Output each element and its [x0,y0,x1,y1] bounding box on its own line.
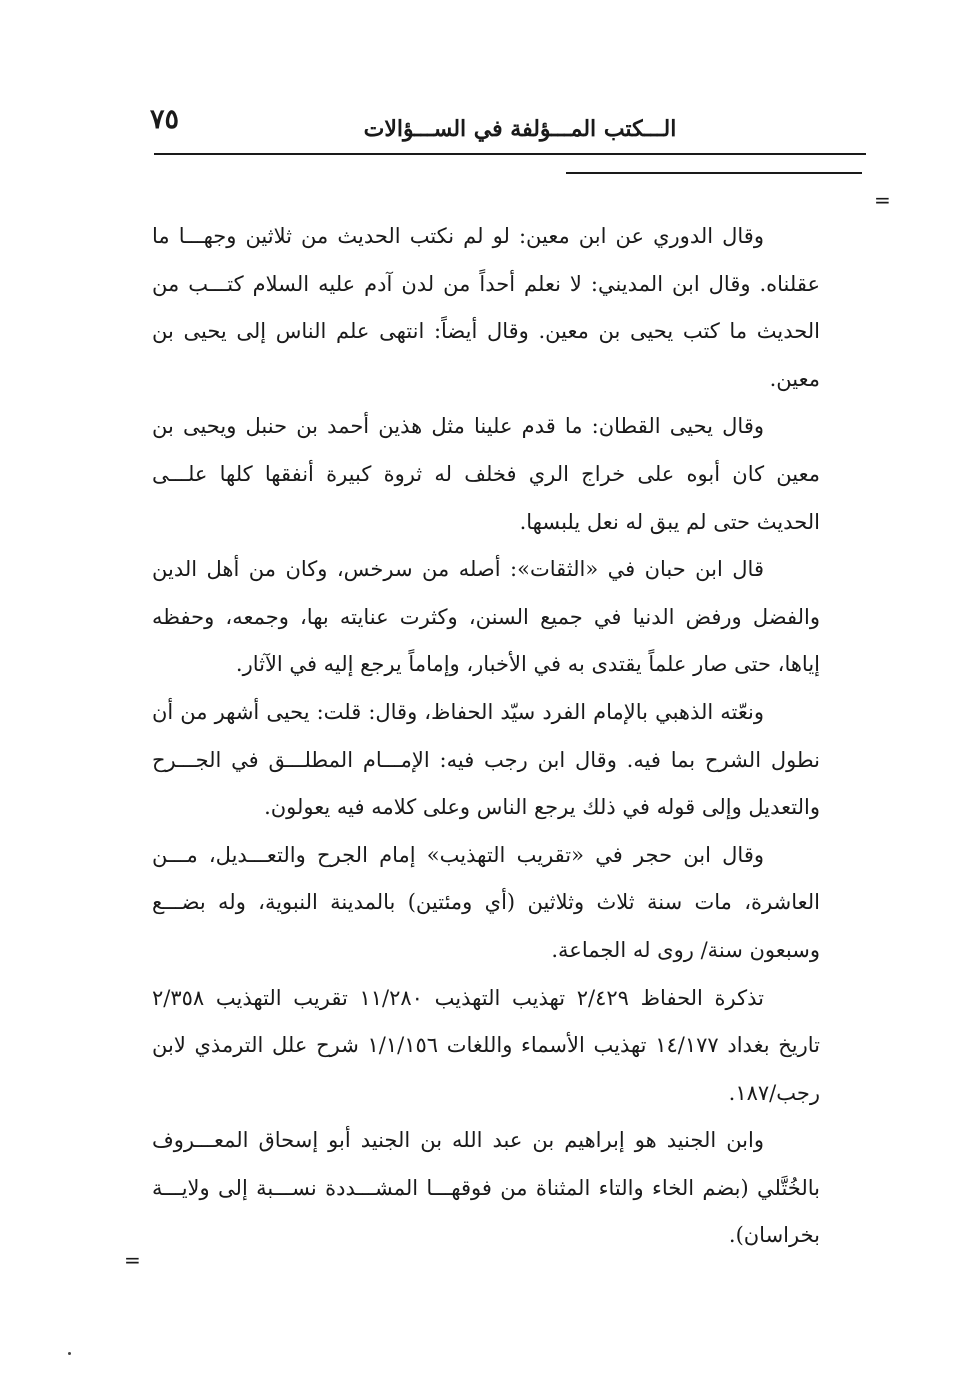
running-title: الـــكتب المـــؤلفة في الســـؤالات [363,116,677,142]
paragraph: وقال ابن حجر في «تقريب التهذيب» إمام الجرح والتعـــديل، مـــن العاشرة، مات سنة ثلاث وثلاثين (أي ومئتين) بالمدينة النبوية، وله بضـــع وسبعون سنة/ روى له الجماعة. [152,842,820,962]
paragraph: وقال الدوري عن ابن معين: لو لم نكتب الحديث من ثلاثين وجهـــا ما عقلناه. وقال ابن المديني: لا نعلم أحداً من لدن آدم عليه السلام كتـــب من الحديث ما كتب يحيى بن معين. وقال أيضاً: انتهى علم الناس إلى يحيى بن معين. [152,224,820,391]
scan-speck [68,1352,71,1355]
body-text [152,213,820,1260]
paragraph: وابن الجنيد هو إبراهيم بن عبد الله بن الجنيد أبو إسحاق المعـــروف بالخُتَّلي (بضم الخاء والتاء المثناة من فوقهـــا المشـــددة نســـبة إلى ولايـــة بخراسان). [152,1128,820,1248]
header-rule-short [566,172,862,174]
paragraph: وقال يحيى القطان: ما قدم علينا مثل هذين أحمد بن حنبل ويحيى بن معين كان أبوه على خراج الري فخلف له ثروة كبيرة أنفقها كلها علـــى الحديث حتى لم يبق له نعل يلبسها. [152,414,820,534]
paragraph: تذكرة الحفاظ ٢/٤٢٩ تهذيب التهذيب ١١/٢٨٠ تقريب التهذيب ٢/٣٥٨ تاريخ بغداد ١٤/١٧٧ تهذيب الأسماء واللغات ١/١/١٥٦ شرح علل الترمذي لابن رجب/١٨٧. [152,985,821,1105]
margin-mark-bottom: = [124,1248,141,1272]
header-rule [154,153,866,155]
paragraph: قال ابن حبان في «الثقات»: أصله من سرخس، وكان من أهل الدين والفضل ورفض الدنيا في جميع السنن، وكثرت عنايته بها، وجمعه، وحفظه إياها، حتى صار علماً يقتدى به في الأخبار، وإماماً يرجع إليه في الآثار. [152,557,820,677]
paragraph: ونعّته الذهبي بالإمام الفرد سيّد الحفاظ، وقال: قلت: يحيى أشهر من أن نطول الشرح بما فيه. وقال ابن رجب فيه: الإمـــام المطلـــق في الجـــرح والتعديل وإلى قوله في ذلك يرجع الناس وعلى كلامه فيه يعولون. [152,699,820,820]
margin-mark-top: = [874,188,891,212]
page-number: ٧٥ [150,104,180,135]
